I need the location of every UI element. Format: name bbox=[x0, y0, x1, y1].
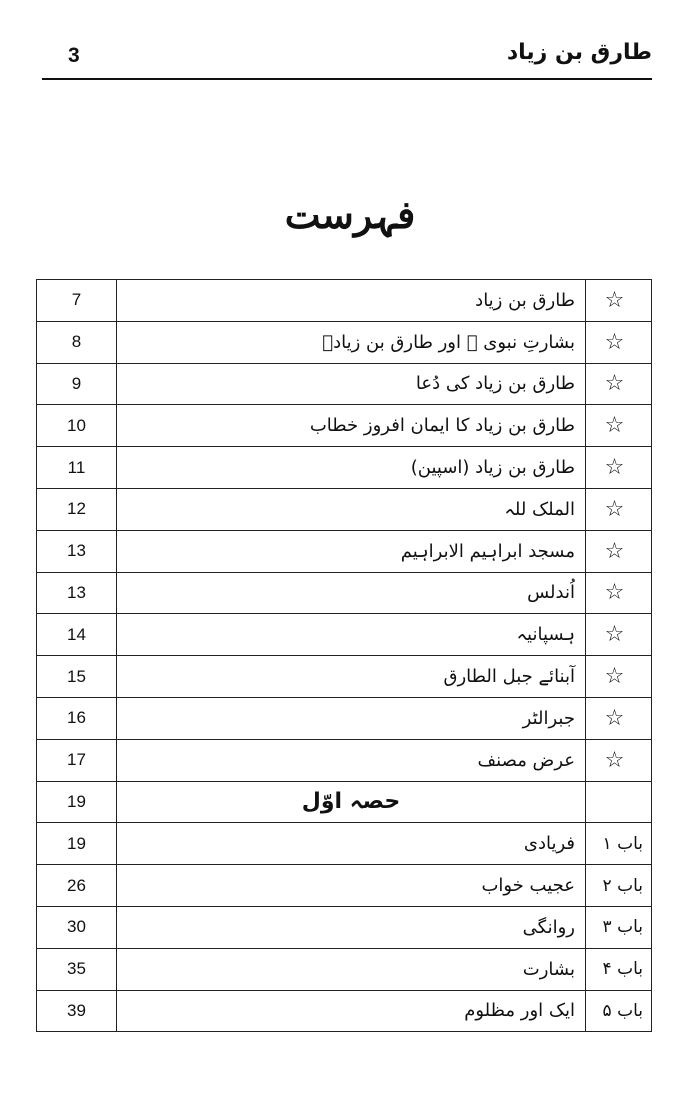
star-icon bbox=[586, 572, 652, 614]
entry-page-number: 19 bbox=[37, 823, 117, 865]
star-icon: ☆ bbox=[604, 622, 625, 648]
star-icon: ☆ bbox=[604, 705, 625, 731]
star-icon: ☆ bbox=[604, 413, 625, 439]
chapter-label: باب ۱ bbox=[586, 823, 652, 865]
star-icon: ☆ bbox=[604, 287, 625, 313]
running-header bbox=[42, 40, 652, 80]
entry-title: ایک اور مظلوم bbox=[117, 990, 586, 1032]
entry-title: طارق بن زیاد کی دُعا bbox=[117, 363, 586, 405]
entry-title: مسجد ابراہیم الابراہیم bbox=[117, 530, 586, 572]
chapter-label bbox=[586, 781, 652, 823]
star-icon bbox=[586, 614, 652, 656]
entry-title: بشارتِ نبوی ﷺ اور طارق بن زیادؒ bbox=[117, 321, 586, 363]
entry-title: ہسپانیہ bbox=[117, 614, 586, 656]
star-icon: ☆ bbox=[604, 455, 625, 481]
star-icon bbox=[586, 739, 652, 781]
star-icon bbox=[586, 530, 652, 572]
star-icon: ☆ bbox=[604, 664, 625, 690]
page-number: 3 bbox=[68, 44, 80, 67]
entry-title: اُندلس bbox=[117, 572, 586, 614]
section-heading: حصہ اوّل bbox=[117, 781, 586, 823]
toc-row bbox=[37, 363, 652, 405]
entry-page-number: 39 bbox=[37, 990, 117, 1032]
entry-page-number: 17 bbox=[37, 739, 117, 781]
entry-page-number: 7 bbox=[37, 280, 117, 322]
toc-row bbox=[37, 865, 652, 907]
entry-title: طارق بن زیاد bbox=[117, 280, 586, 322]
star-icon: ☆ bbox=[604, 496, 625, 522]
entry-page-number: 13 bbox=[37, 572, 117, 614]
book-title: طارق بن زیاد bbox=[506, 40, 652, 65]
chapter-label: باب ۵ bbox=[586, 990, 652, 1032]
chapter-label: باب ۴ bbox=[586, 948, 652, 990]
header-rule bbox=[42, 78, 652, 80]
star-icon bbox=[586, 321, 652, 363]
entry-page-number: 26 bbox=[37, 865, 117, 907]
toc-row bbox=[37, 280, 652, 322]
toc-heading: فہرست bbox=[284, 192, 416, 237]
entry-page-number: 11 bbox=[37, 447, 117, 489]
toc-row bbox=[37, 614, 652, 656]
toc-row bbox=[37, 906, 652, 948]
star-icon bbox=[586, 656, 652, 698]
entry-title: طارق بن زیاد (اسپین) bbox=[117, 447, 586, 489]
toc-row bbox=[37, 321, 652, 363]
entry-title: فریادی bbox=[117, 823, 586, 865]
entry-title: بشارت bbox=[117, 948, 586, 990]
toc-row bbox=[37, 739, 652, 781]
entry-page-number: 14 bbox=[37, 614, 117, 656]
toc-row bbox=[37, 781, 652, 823]
entry-page-number: 35 bbox=[37, 948, 117, 990]
entry-page-number: 12 bbox=[37, 488, 117, 530]
star-icon: ☆ bbox=[604, 747, 625, 773]
star-icon bbox=[586, 447, 652, 489]
star-icon: ☆ bbox=[604, 371, 625, 397]
star-icon: ☆ bbox=[604, 329, 625, 355]
toc-row bbox=[37, 572, 652, 614]
toc-row bbox=[37, 530, 652, 572]
chapter-label: باب ۲ bbox=[586, 865, 652, 907]
toc-row bbox=[37, 823, 652, 865]
entry-page-number: 8 bbox=[37, 321, 117, 363]
star-icon bbox=[586, 697, 652, 739]
chapter-label: باب ۳ bbox=[586, 906, 652, 948]
star-icon bbox=[586, 405, 652, 447]
star-icon bbox=[586, 488, 652, 530]
entry-title: الملک للہ bbox=[117, 488, 586, 530]
toc-row bbox=[37, 697, 652, 739]
star-icon: ☆ bbox=[604, 580, 625, 606]
toc-row bbox=[37, 656, 652, 698]
entry-title: روانگی bbox=[117, 906, 586, 948]
toc-table bbox=[36, 279, 652, 1032]
entry-page-number: 13 bbox=[37, 530, 117, 572]
entry-title: طارق بن زیاد کا ایمان افروز خطاب bbox=[117, 405, 586, 447]
toc-row bbox=[37, 948, 652, 990]
entry-title: آبنائے جبل الطارق bbox=[117, 656, 586, 698]
toc-row bbox=[37, 405, 652, 447]
entry-title: عرض مصنف bbox=[117, 739, 586, 781]
entry-title: عجیب خواب bbox=[117, 865, 586, 907]
star-icon: ☆ bbox=[604, 538, 625, 564]
star-icon bbox=[586, 280, 652, 322]
toc-row bbox=[37, 488, 652, 530]
entry-page-number: 10 bbox=[37, 405, 117, 447]
entry-page-number: 19 bbox=[37, 781, 117, 823]
entry-title: جبرالٹر bbox=[117, 697, 586, 739]
entry-page-number: 16 bbox=[37, 697, 117, 739]
toc-row bbox=[37, 990, 652, 1032]
star-icon bbox=[586, 363, 652, 405]
entry-page-number: 9 bbox=[37, 363, 117, 405]
toc-row bbox=[37, 447, 652, 489]
entry-page-number: 30 bbox=[37, 906, 117, 948]
entry-page-number: 15 bbox=[37, 656, 117, 698]
